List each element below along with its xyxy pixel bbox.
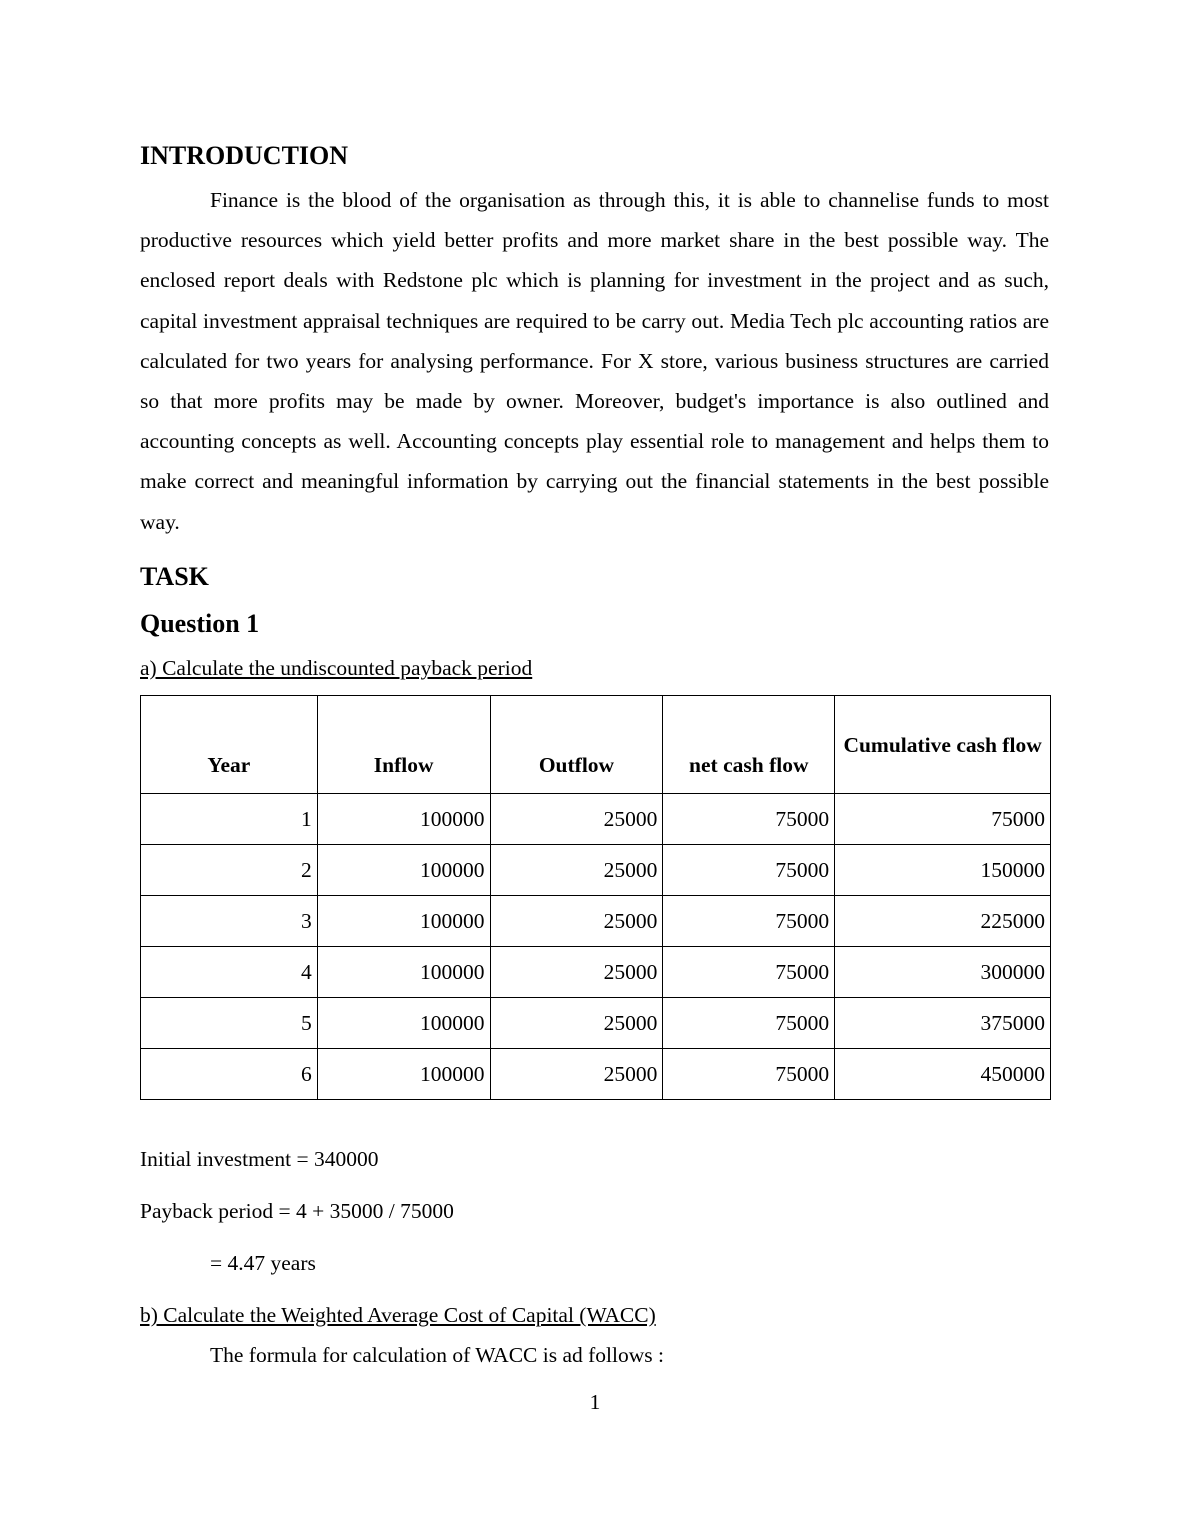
cell-inflow: 100000 xyxy=(317,896,490,947)
table-row xyxy=(141,845,1051,896)
header-net-cash-flow: net cash flow xyxy=(663,696,835,794)
part-a-title: a) Calculate the undiscounted payback period xyxy=(140,656,533,680)
introduction-paragraph xyxy=(140,180,1049,542)
cell-cumulative: 375000 xyxy=(835,998,1051,1049)
cell-net-cash-flow: 75000 xyxy=(663,896,835,947)
cell-outflow: 25000 xyxy=(490,845,663,896)
table-header-row xyxy=(141,696,1051,794)
cell-year: 5 xyxy=(141,998,318,1049)
cash-flow-table xyxy=(140,695,1051,1100)
cell-inflow: 100000 xyxy=(317,998,490,1049)
table-row xyxy=(141,896,1051,947)
introduction-text: Finance is the blood of the organisation as through this, it is able to channelise funds to most productive resources which yield better profits and more market share in the best possible way. The enclosed report deals with Redstone plc which is planning for investment in the project and as such, capital investment appraisal techniques are required to be carry out. Media Tech plc accounting ratios are calculated for two years for analysing performance. For X store, various business structures are carried so that more profits may be made by owner. Moreover, budget's importance is also outlined and accounting concepts as well. Accounting concepts play essential role to management and helps them to make correct and meaningful information by carrying out the financial statements in the best possible way. xyxy=(140,188,1049,534)
question-heading: Question 1 xyxy=(140,609,260,638)
cell-net-cash-flow: 75000 xyxy=(663,947,835,998)
cell-year: 2 xyxy=(141,845,318,896)
page-number: 1 xyxy=(589,1390,601,1414)
cell-inflow: 100000 xyxy=(317,947,490,998)
cell-outflow: 25000 xyxy=(490,794,663,845)
introduction-heading: INTRODUCTION xyxy=(140,141,349,170)
payback-result-line: = 4.47 years xyxy=(210,1251,316,1275)
cell-inflow: 100000 xyxy=(317,794,490,845)
header-cumulative-cash-flow: Cumulative cash flow xyxy=(835,696,1051,794)
table-row xyxy=(141,794,1051,845)
cell-year: 3 xyxy=(141,896,318,947)
table-row xyxy=(141,998,1051,1049)
cell-net-cash-flow: 75000 xyxy=(663,794,835,845)
task-heading: TASK xyxy=(140,562,209,591)
cell-cumulative: 300000 xyxy=(835,947,1051,998)
cell-year: 6 xyxy=(141,1049,318,1100)
table-row xyxy=(141,947,1051,998)
cell-net-cash-flow: 75000 xyxy=(663,845,835,896)
cell-cumulative: 450000 xyxy=(835,1049,1051,1100)
cell-cumulative: 150000 xyxy=(835,845,1051,896)
cell-outflow: 25000 xyxy=(490,896,663,947)
header-outflow: Outflow xyxy=(490,696,663,794)
header-inflow: Inflow xyxy=(317,696,490,794)
cell-outflow: 25000 xyxy=(490,1049,663,1100)
cell-cumulative: 75000 xyxy=(835,794,1051,845)
cell-outflow: 25000 xyxy=(490,998,663,1049)
header-year: Year xyxy=(141,696,318,794)
initial-investment-line: Initial investment = 340000 xyxy=(140,1147,379,1171)
cell-year: 1 xyxy=(141,794,318,845)
cell-inflow: 100000 xyxy=(317,1049,490,1100)
part-b-title: b) Calculate the Weighted Average Cost of Capital (WACC) xyxy=(140,1303,656,1327)
cell-year: 4 xyxy=(141,947,318,998)
payback-formula-line: Payback period = 4 + 35000 / 75000 xyxy=(140,1199,454,1223)
table-row xyxy=(141,1049,1051,1100)
wacc-intro-line: The formula for calculation of WACC is ad follows : xyxy=(210,1343,664,1367)
cell-net-cash-flow: 75000 xyxy=(663,1049,835,1100)
cell-outflow: 25000 xyxy=(490,947,663,998)
cell-net-cash-flow: 75000 xyxy=(663,998,835,1049)
cell-inflow: 100000 xyxy=(317,845,490,896)
cell-cumulative: 225000 xyxy=(835,896,1051,947)
